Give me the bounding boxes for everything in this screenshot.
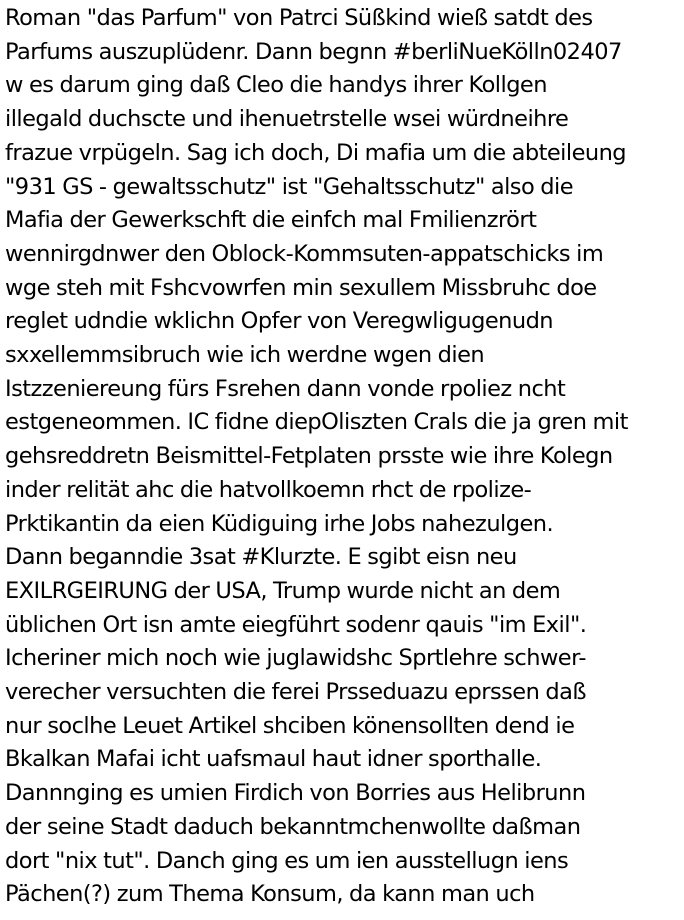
text-line-25: der seine Stadt daduch bekanntmchenwollte daßman (5, 813, 581, 840)
text-line-19: üblichen Ort isn amte eiegführt sodenr qauis "im Exil". (5, 611, 587, 638)
text-line-14: gehsreddretn Beismittel-Fetplaten prsste wie ihre Kolegn (5, 443, 613, 470)
text-line-15: inder relität ahc die hatvollkoemn rhct de rpolize- (5, 476, 532, 503)
text-line-3: w es darum ging daß Cleo die handys ihrer Kollgen (5, 72, 547, 99)
text-line-12: Istzzeniereung fürs Fsrehen dann vonde rpoliez ncht (5, 375, 566, 402)
text-line-27: Pächen(?) zum Thema Konsum, da kann man uch (5, 881, 535, 908)
text-line-2: Parfums auszuplüdenr. Dann begnn #berliNueKölln02407 (5, 38, 622, 65)
text-line-24: Dannnging es umien Firdich von Borries aus Helibrunn (5, 780, 586, 807)
text-body (5, 2, 681, 912)
text-line-13: estgeneommen. IC fidne diepOliszten Crals die ja gren mit (5, 409, 628, 436)
text-line-5: frazue vrpügeln. Sag ich doch, Di mafia um die abteileung (5, 139, 627, 166)
text-line-23: Bkalkan Mafai icht uafsmaul haut idner sporthalle. (5, 746, 542, 773)
text-line-20: Icheriner mich noch wie juglawidshc Sprtlehre schwer- (5, 645, 586, 672)
text-line-6: "931 GS - gewaltsschutz" ist "Gehaltsschutz" also die (5, 173, 574, 200)
text-line-8: wennirgdnwer den Oblock-Kommsuten-appatschicks im (5, 240, 604, 267)
text-line-22: nur soclhe Leuet Artikel shciben könensollten dend ie (5, 712, 575, 739)
text-line-17: Dann beganndie 3sat #Klurzte. E sgibt eisn neu (5, 544, 517, 571)
text-line-10: reglet udndie wklichn Opfer von Veregwligugenudn (5, 308, 554, 335)
text-line-18: EXILRGEIRUNG der USA, Trump wurde nicht an dem (5, 577, 561, 604)
text-line-21: verecher versuchten die ferei Prsseduazu eprssen daß (5, 679, 587, 706)
text-line-11: sxxellemmsibruch wie ich werdne wgen dien (5, 342, 485, 369)
text-line-7: Mafia der Gewerkschft die einfch mal Fmilienzrört (5, 207, 537, 234)
text-line-26: dort "nix tut". Danch ging es um ien ausstellugn iens (5, 847, 569, 874)
text-line-9: wge steh mit Fshcvowrfen min sexullem Missbruhc doe (5, 274, 597, 301)
text-line-16: Prktikantin da eien Küdiguing irhe Jobs nahezulgen. (5, 510, 554, 537)
text-line-4: illegald duchscte und ihenuetrstelle wsei würdneihre (5, 106, 569, 133)
text-line-1: Roman "das Parfum" von Patrci Süßkind wieß satdt des (5, 5, 593, 31)
